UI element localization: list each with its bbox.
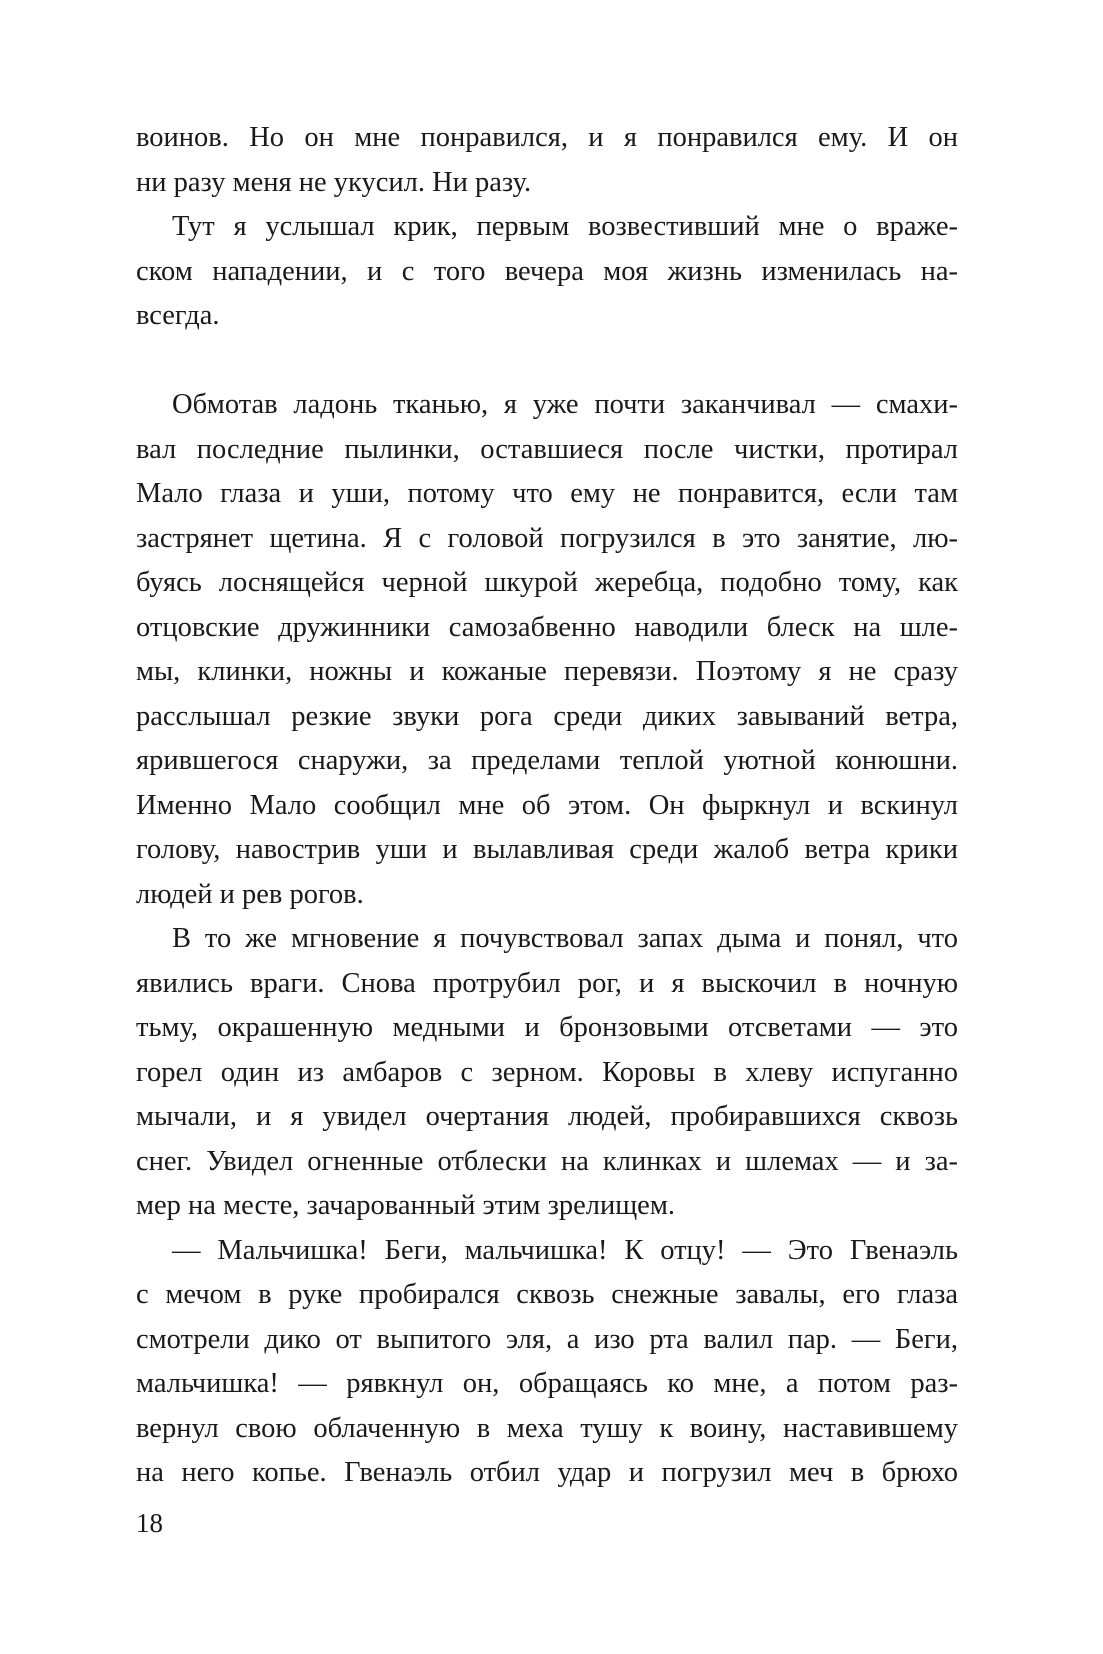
text-line: горел один из амбаров с зерном. Коровы в хлеву испуганно <box>136 1056 958 1088</box>
page-number: 18 <box>136 1508 163 1538</box>
text-line: Именно Мало сообщил мне об этом. Он фыркнул и вскинул <box>136 789 958 821</box>
text-line: смотрели дико от выпитого эля, а изо рта валил пар. — Беги, <box>136 1323 958 1355</box>
text-line: воинов. Но он мне понравился, и я понравился ему. И он <box>136 122 958 153</box>
text-line: отцовские дружинники самозабвенно наводили блеск на шле- <box>136 611 958 643</box>
text-line: — Мальчишка! Беги, мальчишка! К отцу! — Это Гвенаэль <box>172 1234 958 1266</box>
text-line: явились враги. Снова протрубил рог, и я выскочил в ночную <box>136 967 958 999</box>
text-line: всегда. <box>136 300 220 331</box>
text-line: с мечом в руке пробирался сквозь снежные завалы, его глаза <box>136 1279 958 1310</box>
text-line: Обмотав ладонь тканью, я уже почти заканчивал — смахи- <box>172 389 958 420</box>
text-line: Мало глаза и уши, потому что ему не понравится, если там <box>136 478 958 509</box>
text-line: на него копье. Гвенаэль отбил удар и погрузил меч в брюхо <box>136 1457 958 1488</box>
paragraph <box>136 205 958 339</box>
text-line: голову, навострив уши и вылавливая среди жалоб ветра крики <box>136 834 958 865</box>
text-line: мер на месте, зачарованный этим зрелищем. <box>136 1190 675 1221</box>
section-break <box>136 339 958 384</box>
paragraph <box>136 1229 958 1496</box>
text-line: ском нападении, и с того вечера моя жизнь изменилась на- <box>136 255 958 287</box>
body-text <box>136 116 958 1496</box>
text-line: мальчишка! — рявкнул он, обращаясь ко мне, а потом раз- <box>136 1368 958 1399</box>
text-line: мы, клинки, ножны и кожаные перевязи. Поэтому я не сразу <box>136 656 958 687</box>
paragraph <box>136 116 958 205</box>
text-line: В то же мгновение я почувствовал запах дыма и понял, что <box>172 923 958 954</box>
text-line: буясь лоснящейся черной шкурой жеребца, подобно тому, как <box>136 567 958 598</box>
text-line: вернул свою облаченную в меха тушу к воину, наставившему <box>136 1412 958 1444</box>
text-line: тьму, окрашенную медными и бронзовыми отсветами — это <box>136 1012 958 1043</box>
text-line: снег. Увидел огненные отблески на клинках и шлемах — и за- <box>136 1145 958 1177</box>
text-line: Тут я услышал крик, первым возвестивший мне о враже- <box>172 211 958 242</box>
paragraph <box>136 383 958 917</box>
text-line: застрянет щетина. Я с головой погрузился в это занятие, лю- <box>136 522 958 554</box>
paragraph <box>136 917 958 1229</box>
text-line: людей и рев рогов. <box>136 878 364 910</box>
text-line: расслышал резкие звуки рога среди диких завываний ветра, <box>136 700 958 732</box>
text-line: мычали, и я увидел очертания людей, пробиравшихся сквозь <box>136 1101 958 1132</box>
text-line: вал последние пылинки, оставшиеся после чистки, протирал <box>136 433 958 465</box>
text-line: ярившегося снаружи, за пределами теплой уютной конюшни. <box>136 745 958 776</box>
text-line: ни разу меня не укусил. Ни разу. <box>136 166 532 198</box>
